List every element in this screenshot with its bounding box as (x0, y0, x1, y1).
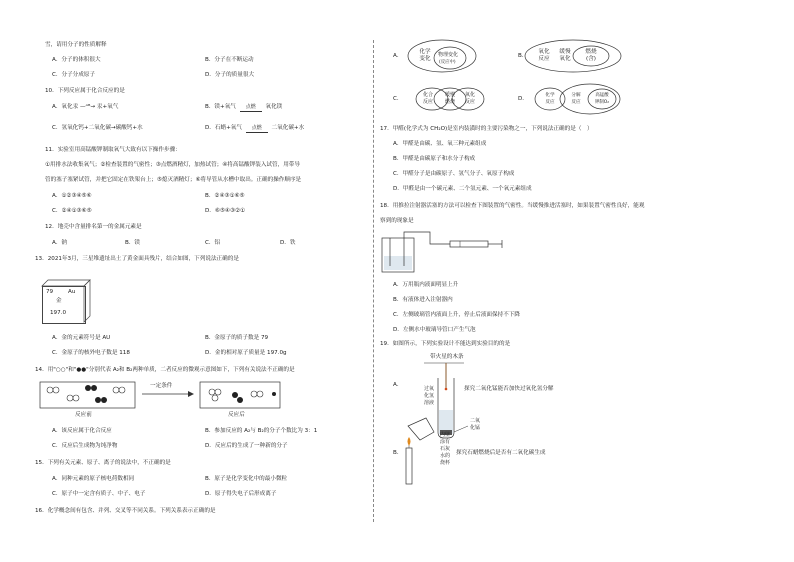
q13-stem: 13．2021年3月，三星堆遗址出土了黄金面具残片，结合如图，下列说法正确的是 (35, 256, 239, 262)
q15-option-d: D．原子得失电子后形成离子 (205, 491, 277, 497)
q10-d-reactants: D．石蜡+氧气 (205, 125, 242, 131)
venn-a-big: 化学 变化 (419, 49, 431, 62)
element-mass: 197.0 (50, 310, 67, 316)
venn-b-label: B． (518, 53, 528, 59)
q19-stem: 19．如图所示，下列实验设计不能达到实验目的的是 (380, 341, 511, 347)
q15-stem: 15．下列有关元素、原子、离子的说法中，不正确的是 (35, 460, 171, 466)
q14-option-d: D．反应后的生成了一种新的分子 (205, 443, 288, 449)
q11-line-1: 11．实验室用高锰酸钾制取氧气大致有以下操作步骤： (45, 147, 181, 153)
q19-a-liquid: 过氧 化氢 溶液 (424, 386, 435, 406)
venn-d-c: 高锰酸 钾制O₂ (595, 93, 609, 105)
q10-option-c: C．氢氧化钙+二氧化碳→碳酸钙+水 (52, 125, 143, 131)
venn-b-c: 燃烧 (含) (585, 49, 597, 62)
q17-option-b: B．甲醛是由碳原子和水分子构成 (393, 156, 476, 162)
q18-option-c: C．左侧玻璃管内液面上升，停止后液面保持不下降 (393, 312, 520, 318)
q11-line-3: 管的塞子塞紧试管，并把它固定在铁架台上；⑤熄灭酒精灯；⑥将导管从水槽中取出。正确的操作顺序是 (45, 177, 302, 183)
q14-option-c: C．反应后生成物为纯净物 (52, 443, 118, 449)
element-name: 金 (56, 298, 62, 304)
q18-option-d: D．左侧水中玻璃导管口产生气泡 (393, 327, 476, 333)
q12-option-d: D．铁 (280, 240, 296, 246)
q14-option-b: B．参加反应的 A₂与 B₂的分子个数比为 3：1 (205, 428, 318, 434)
q9-option-a: A．分子的体积很大 (52, 57, 101, 63)
q19-b-beaker: 内壁 涂有 石灰 水的 烧杯 (440, 432, 451, 466)
q19-b-label: B． (393, 450, 403, 456)
q9-option-d: D．分子的质量很大 (205, 72, 255, 78)
q15-option-b: B．原子是化学变化中的最小微粒 (205, 476, 288, 482)
q13-option-d: D．金的相对原子质量是 197.0g (205, 350, 287, 356)
venn-c-label: C． (393, 96, 403, 102)
q13-option-a: A．金的元素符号是 AU (52, 335, 111, 341)
q10-option-a: A．氧化汞 —ᴬᴮ→ 汞+氧气 (52, 104, 119, 110)
q19-apparatus (390, 0, 770, 562)
q10-d-condition: 点燃 (246, 125, 268, 133)
q18-stem-2: 察到的现象是 (380, 218, 414, 224)
venn-c-c: 氧化 反应 (464, 92, 475, 105)
q10-b-product: 氧化镁 (265, 104, 283, 110)
reaction-before-label: 反应前 (75, 412, 92, 418)
element-atomic-number: 79 (46, 289, 54, 295)
q19-a-splint: 带火星的木条 (430, 354, 464, 360)
q19-a-desc: 探究二氧化锰能否加快过氧化氢分解 (464, 386, 554, 392)
q10-d-product: 二氧化碳+水 (271, 125, 305, 131)
right-column (380, 0, 770, 562)
reaction-condition: 一定条件 (150, 383, 173, 389)
q14-stem: 14．用"○○"和"●●"分别代表 A₂和 B₂两种单质，二者反应的微观示意图如下，下列有关说法不正确的是 (35, 367, 295, 373)
venn-c-a: 化合 反应 (422, 92, 433, 105)
venn-c-b: 缓慢 燃烧 (444, 92, 455, 105)
reaction-after-label: 反应后 (228, 412, 245, 418)
q13-option-c: C．金原子的核外电子数是 118 (52, 350, 130, 356)
q15-option-c: C．原子中一定含有质子、中子、电子 (52, 491, 146, 497)
q18-option-b: B．有液体进入注射器内 (393, 297, 453, 303)
venn-b-a: 氧化 反应 (538, 49, 550, 62)
element-symbol: Au (68, 289, 76, 295)
q16-stem: 16．化学概念间有包含、并列、交叉等不同关系。下列关系表示正确的是 (35, 508, 216, 514)
venn-d-b: 分解 反应 (571, 93, 581, 105)
q9-option-c: C．分子分成原子 (52, 72, 96, 78)
q11-option-a: A．①②③④⑤⑥ (52, 193, 92, 199)
q11-line-2: ①用排水法收集氧气；②检查装置的气密性；③点燃酒精灯，加热试管；④将高锰酸钾装入试管，用带导 (45, 162, 300, 168)
venn-a-small2: (反应中) (439, 60, 456, 65)
q19-b-desc: 探究石蜡燃烧后是否有二氧化碳生成 (456, 450, 546, 456)
q14-option-a: A．该反应属于化合反应 (52, 428, 112, 434)
q12-option-c: C．铝 (205, 240, 221, 246)
q11-option-b: B．②④③①⑥⑤ (205, 193, 245, 199)
q17-stem: 17．甲醛(化学式为 CH₂O)是室内装潢时的主要污染物之一，下列说法正确的是（ ） (380, 126, 593, 132)
q17-option-d: D．甲醛是由一个碳元素、二个氢元素、一个氧元素组成 (393, 186, 532, 192)
q18-option-a: A．万用瓶内液面明显上升 (393, 282, 459, 288)
q9-option-b: B．分子在不断运动 (205, 57, 254, 63)
venn-d-label: D． (518, 96, 528, 102)
column-divider (373, 40, 374, 522)
q17-option-c: C．甲醛分子是由碳原子、氢气分子、氧原子构成 (393, 171, 515, 177)
q17-option-a: A．甲醛是由碳、氢、氧三种元素组成 (393, 141, 487, 147)
q13-option-b: B．金原子的质子数是 79 (205, 335, 269, 341)
q10-b-condition: 点燃 (240, 104, 262, 112)
q18-stem: 18．用推拉注射器活塞的方法可以检查下图装置的气密性。当缓慢推进活塞时，如果装置气密性良好，能观 (380, 203, 645, 209)
q9-tail: 雪，请用分子的性质解释 (45, 42, 107, 48)
left-column (30, 0, 360, 562)
venn-d-a: 化学 反应 (545, 93, 555, 105)
q10-b-reactants: B．镁+氧气 (205, 104, 236, 110)
q19-a-solid: 二氧 化锰 (470, 418, 481, 431)
q12-stem: 12．地壳中含量排名第一的金属元素是 (45, 224, 142, 230)
venn-b-b: 缓慢 氧化 (559, 49, 571, 62)
venn-a-label: A． (393, 53, 403, 59)
q15-option-a: A．同种元素的原子核电荷数相同 (52, 476, 135, 482)
q11-option-c: C．②④①③⑥⑤ (52, 208, 92, 214)
q11-option-d: D．⑥⑤④③②① (205, 208, 245, 214)
q12-option-b: B．镁 (125, 240, 141, 246)
q19-a-label: A． (393, 382, 403, 388)
q12-option-a: A．钠 (52, 240, 68, 246)
q10-stem: 10．下列反应属于化合反应的是 (45, 88, 125, 94)
venn-a-small: 物理变化 (438, 52, 459, 58)
